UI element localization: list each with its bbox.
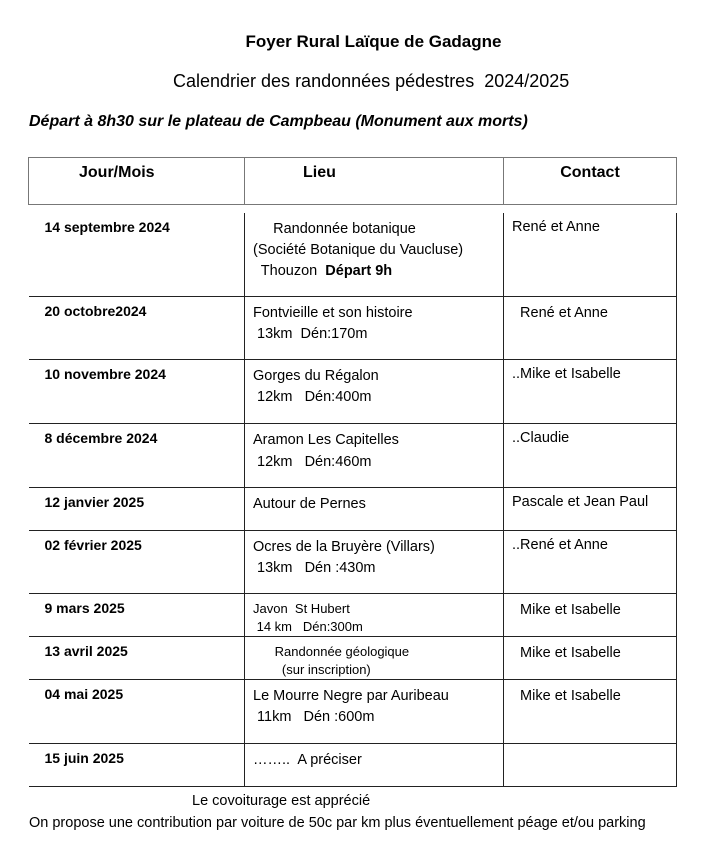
document-subtitle: Calendrier des randonnées pédestres 2024/2025: [173, 71, 570, 91]
table-row: [29, 296, 677, 359]
row-date: 9 mars 2025: [29, 593, 245, 636]
row-place: Ocres de la Bruyère (Villars) 13km Dén :430m: [245, 530, 504, 593]
table-row: [29, 487, 677, 530]
row-contact: [504, 743, 677, 786]
departure-time-note: Départ 9h: [325, 263, 393, 279]
row-place: Gorges du Régalon 12km Dén:400m: [245, 359, 504, 423]
row-date: 8 décembre 2024: [29, 423, 245, 487]
table-row: [29, 530, 677, 593]
contribution-note: On propose une contribution par voiture de 50c par km plus éventuellement péage et/ou parking: [29, 815, 646, 831]
departure-info: Départ à 8h30 sur le plateau de Campbeau (Monument aux morts): [29, 113, 528, 130]
carpool-note: Le covoiturage est apprécié: [192, 793, 371, 809]
document-title: Foyer Rural Laïque de Gadagne: [245, 32, 502, 51]
row-place: Randonnée botanique (Société Botanique du Vaucluse) Thouzon Départ 9h: [245, 213, 504, 296]
row-contact: René et Anne: [504, 296, 677, 359]
table-header-row: [29, 158, 677, 205]
row-place: Aramon Les Capitelles 12km Dén:460m: [245, 423, 504, 487]
table-row: [29, 213, 677, 296]
row-date: 02 février 2025: [29, 530, 245, 593]
row-date: 20 octobre2024: [29, 296, 245, 359]
table-row: [29, 636, 677, 679]
row-date: 04 mai 2025: [29, 679, 245, 743]
hike-calendar-table: [28, 157, 677, 787]
column-header-date: Jour/Mois: [29, 158, 245, 205]
row-place: Javon St Hubert 14 km Dén:300m: [245, 593, 504, 636]
row-contact: Mike et Isabelle: [504, 636, 677, 679]
row-place: Randonnée géologique (sur inscription): [245, 636, 504, 679]
row-place: …….. A préciser: [245, 743, 504, 786]
row-contact: Pascale et Jean Paul: [504, 487, 677, 530]
row-place: Le Mourre Negre par Auribeau 11km Dén :600m: [245, 679, 504, 743]
column-header-contact: Contact: [504, 158, 677, 205]
row-place: Autour de Pernes: [245, 487, 504, 530]
row-date: 10 novembre 2024: [29, 359, 245, 423]
row-date: 13 avril 2025: [29, 636, 245, 679]
table-row: [29, 423, 677, 487]
row-date: 14 septembre 2024: [29, 213, 245, 296]
row-contact: Mike et Isabelle: [504, 593, 677, 636]
row-contact: ..Claudie: [504, 423, 677, 487]
row-contact: René et Anne: [504, 213, 677, 296]
table-row: [29, 359, 677, 423]
spacer-row: [29, 205, 677, 214]
table-row: [29, 679, 677, 743]
row-contact: ..René et Anne: [504, 530, 677, 593]
column-header-place: Lieu: [245, 158, 504, 205]
table-row: [29, 743, 677, 786]
row-place: Fontvieille et son histoire 13km Dén:170m: [245, 296, 504, 359]
row-date: 15 juin 2025: [29, 743, 245, 786]
table-row: [29, 593, 677, 636]
row-contact: ..Mike et Isabelle: [504, 359, 677, 423]
row-contact: Mike et Isabelle: [504, 679, 677, 743]
row-date: 12 janvier 2025: [29, 487, 245, 530]
